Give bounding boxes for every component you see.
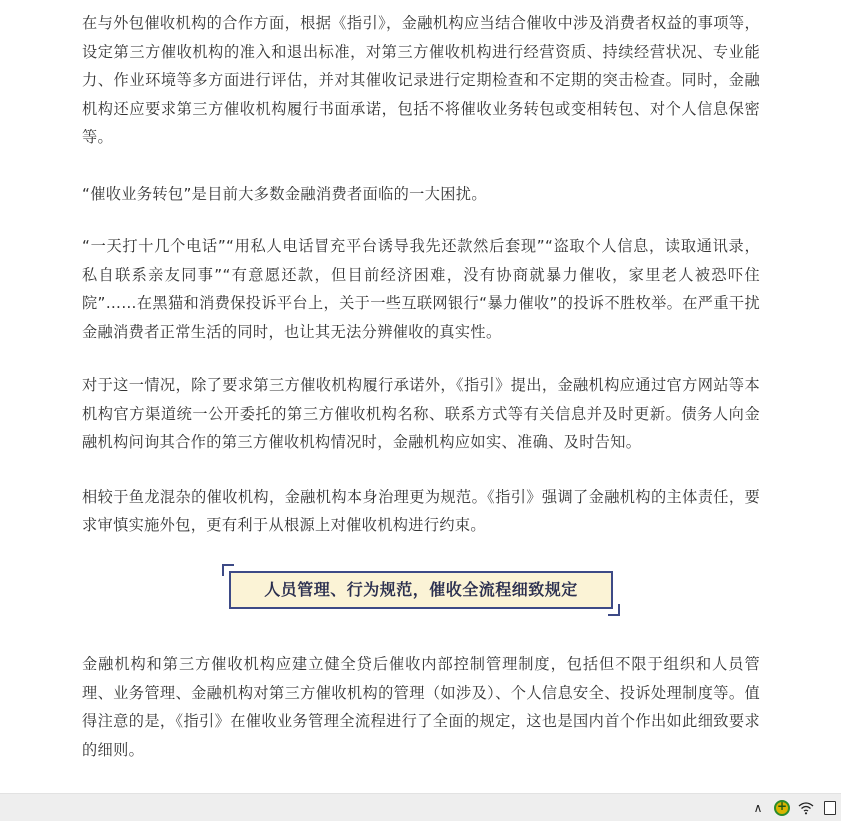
green-status-icon[interactable]: [771, 797, 793, 819]
paragraph-outsourcing: 在与外包催收机构的合作方面，根据《指引》，金融机构应当结合催收中涉及消费者权益的事项等，设定第三方催收机构的准入和退出标准，对第三方催收机构进行经营资质、持续经营状况、专业能力、作业环境等多方面进行评估，并对其催收记录进行定期检查和不定期的突击检查。同时，金融机构还应要求第三方催收机构履行书面承诺，包括不将催收业务转包或变相转包、对个人信息保密等。: [82, 14, 760, 146]
wifi-icon[interactable]: [795, 797, 817, 819]
taskbar: [0, 793, 841, 821]
paragraph-governance: 相较于鱼龙混杂的催收机构，金融机构本身治理更为规范。《指引》强调了金融机构的主体责任，要求审慎实施外包，更有利于从根源上对催收机构进行约束。: [82, 487, 760, 534]
paragraph-disclosure: 对于这一情况，除了要求第三方催收机构履行承诺外，《指引》提出，金融机构应通过官方网站等本机构官方渠道统一公开委托的第三方催收机构名称、联系方式等有关信息并及时更新。债务人向金融机构问询其合作的第三方催收机构情况时，金融机构应如实、准确、及时告知。: [82, 376, 760, 451]
paragraph-complaints: “一天打十几个电话”“用私人电话冒充平台诱导我先还款然后套现”“盗取个人信息，读取通讯录，私自联系亲友同事”“有意愿还款，但目前经济困难，没有协商就暴力催收，家里老人被恐吓住院”……在黑猫和消费保投诉平台上，关于一些互联网银行“暴力催收”的投诉不胜枚举。在严重干扰金融消费者正常生活的同时，也让其无法分辨催收的真实性。: [82, 237, 760, 341]
section-heading-frame: [222, 564, 620, 616]
chevron-up-icon[interactable]: ∧: [753, 801, 763, 815]
paragraph-internal-control: 金融机构和第三方催收机构应建立健全贷后催收内部控制管理制度，包括但不限于组织和人员管理、业务管理、金融机构对第三方催收机构的管理（如涉及）、个人信息安全、投诉处理制度等。值得注意的是，《指引》在催收业务管理全流程进行了全面的规定，这也是国内首个作出如此细致要求的细则。: [82, 655, 760, 759]
system-tray: [745, 794, 841, 821]
section-heading: 人员管理、行为规范，催收全流程细致规定: [229, 571, 613, 609]
paragraph-subcontracting: “催收业务转包”是目前大多数金融消费者面临的一大困扰。: [82, 184, 487, 203]
clipboard-icon[interactable]: [819, 797, 841, 819]
article-body: [82, 9, 760, 540]
